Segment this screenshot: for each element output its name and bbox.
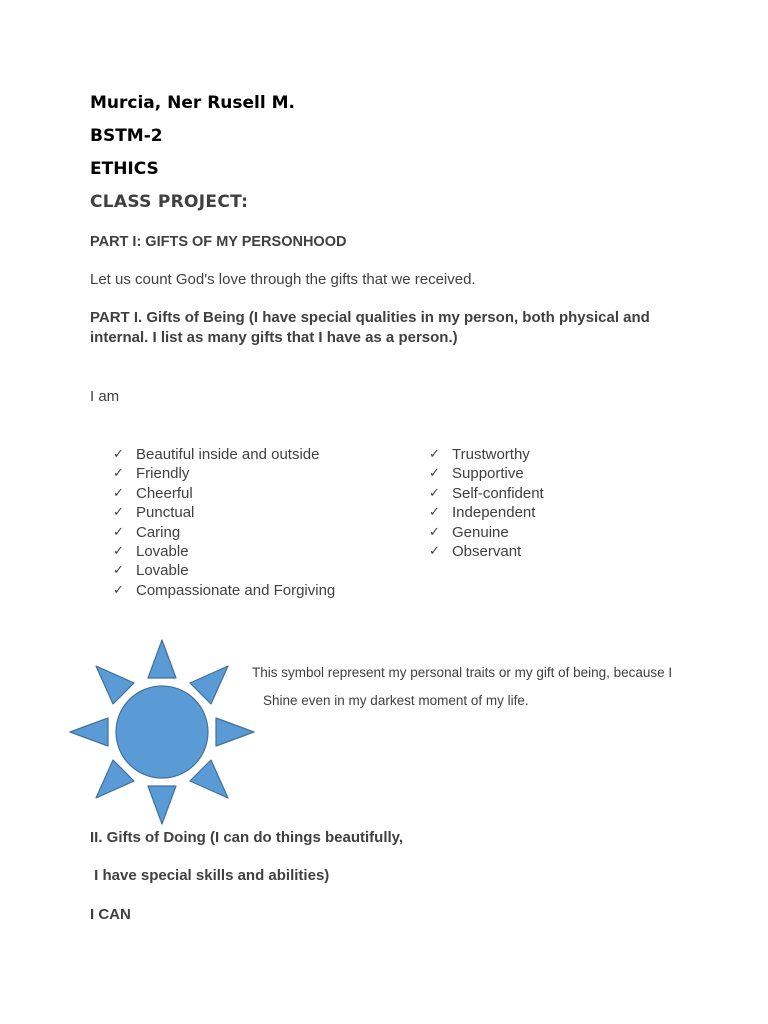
list-item: ✓ Compassionate and Forgiving xyxy=(113,581,336,599)
i-can-label: I CAN xyxy=(90,906,131,923)
checkmark-icon: ✓ xyxy=(113,563,124,579)
i-am-label: I am xyxy=(90,388,120,405)
gifts-list-left xyxy=(113,445,335,600)
subject-title: ETHICS xyxy=(90,159,159,179)
gifts-list-right xyxy=(429,445,544,561)
student-name: Murcia, Ner Rusell M. xyxy=(90,93,296,113)
checkmark-icon: ✓ xyxy=(429,447,440,462)
checkmark-icon: ✓ xyxy=(113,447,124,462)
list-item: ✓ Lovable xyxy=(113,562,189,580)
sun-icon xyxy=(66,636,258,828)
checkmark-icon: ✓ xyxy=(113,505,124,521)
checkmark-icon: ✓ xyxy=(113,524,124,540)
intro-text: Let us count God's love through the gifts that we received. xyxy=(90,271,476,288)
list-item: ✓ Friendly xyxy=(113,465,190,483)
class-project-heading: CLASS PROJECT: xyxy=(90,192,249,212)
part2-heading-line1: II. Gifts of Doing (I can do things beautifully, xyxy=(90,829,404,846)
list-item: ✓ Trustworthy xyxy=(429,446,530,463)
list-item: ✓ Caring xyxy=(113,523,181,541)
symbol-caption-line2: Shine even in my darkest moment of my life. xyxy=(263,693,529,708)
course-code: BSTM-2 xyxy=(90,126,163,146)
list-item: ✓ Beautiful inside and outside xyxy=(113,446,320,463)
checkmark-icon: ✓ xyxy=(429,524,440,540)
checkmark-icon: ✓ xyxy=(429,466,440,482)
list-item: ✓ Lovable xyxy=(113,542,189,560)
list-item: ✓ Independent xyxy=(429,504,536,522)
list-item: ✓ Punctual xyxy=(113,504,195,522)
checkmark-icon: ✓ xyxy=(113,582,124,598)
checkmark-icon: ✓ xyxy=(429,485,440,501)
list-item: ✓ Cheerful xyxy=(113,484,193,502)
part1-title: PART I: GIFTS OF MY PERSONHOOD xyxy=(90,234,347,250)
list-item: ✓ Self-confident xyxy=(429,484,544,502)
part2-heading-line2: I have special skills and abilities) xyxy=(90,867,330,884)
checkmark-icon: ✓ xyxy=(113,466,124,482)
checkmark-icon: ✓ xyxy=(429,543,440,559)
list-item: ✓ Observant xyxy=(429,542,522,560)
part1-being-heading: PART I. Gifts of Being (I have special qualities in my person, both physical and internal. I list as many gifts that I have as a person.) xyxy=(90,309,650,346)
list-item: ✓ Supportive xyxy=(429,465,524,483)
symbol-caption-line1: This symbol represent my personal traits or my gift of being, because I xyxy=(252,665,673,680)
checkmark-icon: ✓ xyxy=(113,543,124,559)
list-item: ✓ Genuine xyxy=(429,523,509,541)
checkmark-icon: ✓ xyxy=(113,485,124,501)
checkmark-icon: ✓ xyxy=(429,505,440,521)
